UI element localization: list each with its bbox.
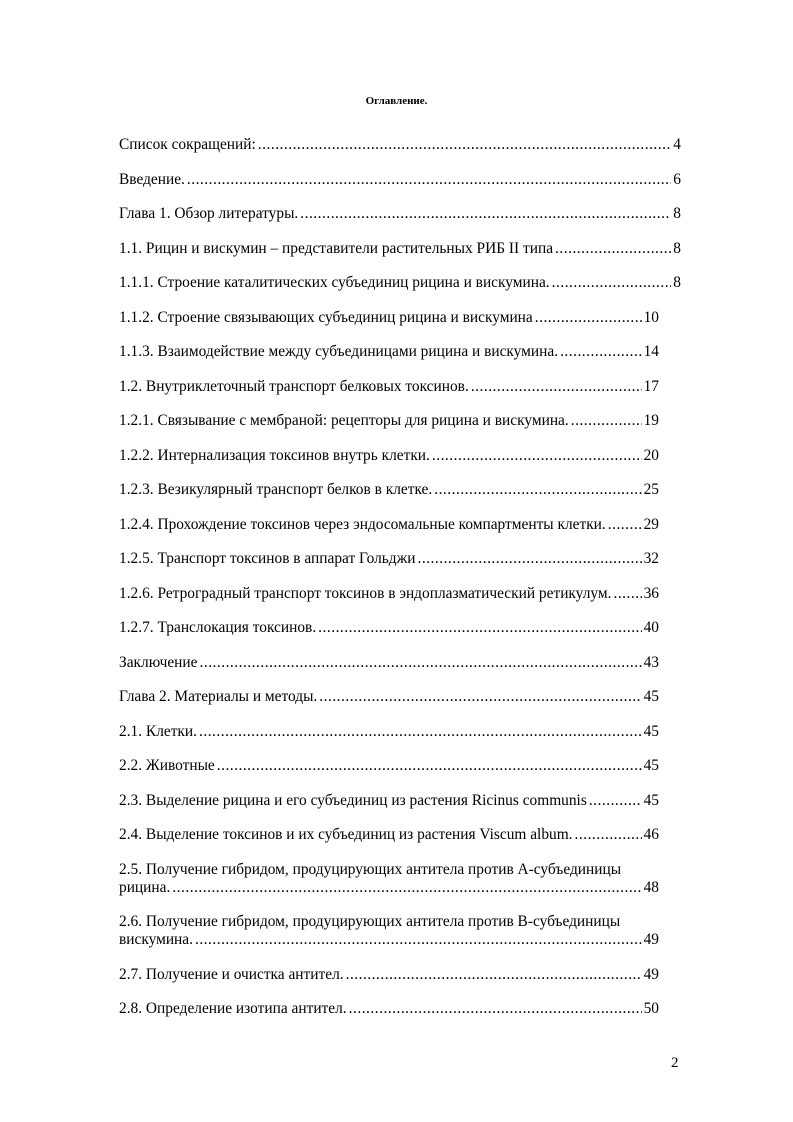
toc-entry-page: 19 bbox=[643, 412, 659, 429]
toc-entry-page: 45 bbox=[643, 688, 659, 705]
toc-leader-dots bbox=[199, 723, 642, 741]
toc-entry-page: 14 bbox=[643, 343, 659, 360]
toc-leader-dots bbox=[318, 619, 641, 637]
toc-entry-1-2-5[interactable] bbox=[119, 550, 681, 568]
toc-entry-label: 2.2. Животные bbox=[119, 757, 215, 774]
toc-leader-dots bbox=[571, 412, 642, 430]
toc-leader-dots bbox=[187, 171, 671, 189]
toc-leader-dots bbox=[258, 136, 672, 154]
toc-entry-page: 8 bbox=[673, 274, 681, 291]
toc-entry-2-8[interactable] bbox=[119, 1000, 681, 1018]
toc-title: Оглавление. bbox=[365, 95, 428, 107]
toc-leader-dots bbox=[300, 205, 671, 223]
toc-leader-dots bbox=[195, 931, 642, 949]
toc-leader-dots bbox=[575, 826, 642, 844]
toc-entry-label: Глава 1. Обзор литературы. bbox=[119, 205, 299, 222]
toc-entry-label: 1.2.4. Прохождение токсинов через эндосомальные компартменты клетки. bbox=[119, 515, 606, 533]
toc-entry-page: 49 bbox=[643, 965, 659, 983]
toc-entry-page: 45 bbox=[643, 791, 659, 809]
toc-leader-dots bbox=[349, 1000, 642, 1018]
toc-entry-2-3[interactable] bbox=[119, 792, 681, 810]
toc-entry-label: 1.2.2. Интернализация токсинов внутрь клетки. bbox=[119, 446, 430, 464]
toc-entry-introduction[interactable] bbox=[119, 171, 681, 189]
toc-entry-label: 2.1. Клетки. bbox=[119, 722, 197, 740]
toc-entry-page: 6 bbox=[673, 170, 681, 188]
toc-entry-page: 17 bbox=[643, 377, 659, 395]
toc-entry-abbreviations[interactable] bbox=[119, 136, 681, 154]
toc-entry-page: 29 bbox=[643, 515, 659, 533]
toc-entry-label: 1.2.5. Транспорт токсинов в аппарат Гольджи bbox=[119, 550, 416, 567]
toc-entry-label: 2.3. Выделение рицина и его субъединиц из растения Ricinus communis bbox=[119, 791, 587, 809]
toc-entry-page: 4 bbox=[673, 136, 681, 153]
toc-entry-1-1-1[interactable] bbox=[119, 274, 681, 292]
toc-entry-page: 50 bbox=[643, 1000, 659, 1017]
toc-entry-2-7[interactable] bbox=[119, 966, 681, 984]
toc-entry-label: 2.8. Определение изотипа антител. bbox=[119, 1000, 347, 1017]
toc-entry-label: 2.4. Выделение токсинов и их субъединиц из растения Viscum album. bbox=[119, 826, 573, 843]
toc-entry-label: Введение. bbox=[119, 170, 185, 188]
toc-entry-label-line2: рицина. bbox=[119, 878, 171, 896]
toc-entry-chapter-2[interactable] bbox=[119, 688, 681, 706]
toc-leader-dots bbox=[589, 792, 642, 810]
toc-leader-dots bbox=[200, 654, 642, 672]
toc-entry-1-1-2[interactable] bbox=[119, 309, 681, 327]
toc-entry-page: 25 bbox=[643, 481, 659, 498]
toc-entry-1-2-2[interactable] bbox=[119, 447, 681, 465]
toc-entry-2-6[interactable] bbox=[119, 913, 681, 949]
toc-entry-1-2-7[interactable] bbox=[119, 619, 681, 637]
toc-entry-conclusion[interactable] bbox=[119, 654, 681, 672]
toc-entry-page: 32 bbox=[643, 550, 659, 567]
toc-entry-page: 40 bbox=[643, 619, 659, 636]
toc-entry-label: 1.2. Внутриклеточный транспорт белковых токсинов. bbox=[119, 377, 469, 395]
toc-entry-chapter-1[interactable] bbox=[119, 205, 681, 223]
toc-entry-label: 1.1.1. Строение каталитических субъединиц рицина и вискумина. bbox=[119, 274, 550, 291]
toc-leader-dots bbox=[434, 481, 641, 499]
toc-entry-2-4[interactable] bbox=[119, 826, 681, 844]
toc-leader-dots bbox=[346, 966, 642, 984]
toc-entry-1-1-3[interactable] bbox=[119, 343, 681, 361]
toc-entry-page: 49 bbox=[643, 931, 659, 948]
toc-entry-page: 20 bbox=[643, 446, 659, 464]
toc-entry-label: 1.2.7. Транслокация токсинов. bbox=[119, 619, 317, 636]
toc-entry-label: Заключение bbox=[119, 653, 198, 671]
toc-leader-dots bbox=[552, 274, 672, 292]
toc-entry-page: 48 bbox=[643, 878, 659, 896]
toc-leader-dots bbox=[217, 757, 642, 775]
toc-entry-label: 1.2.6. Ретроградный транспорт токсинов в эндоплазматический ретикулум. bbox=[119, 584, 612, 602]
toc-entry-1-2-4[interactable] bbox=[119, 516, 681, 534]
toc-entry-page: 36 bbox=[643, 584, 659, 602]
toc-entry-label: 1.1. Рицин и вискумин – представители растительных РИБ II типа bbox=[119, 239, 554, 257]
toc-leader-dots bbox=[471, 378, 642, 396]
toc-entry-2-5[interactable] bbox=[119, 861, 681, 897]
toc-leader-dots bbox=[555, 240, 671, 258]
toc-entry-label: 2.7. Получение и очистка антител. bbox=[119, 965, 344, 983]
toc-entry-page: 46 bbox=[643, 826, 659, 843]
toc-entry-page: 8 bbox=[673, 205, 681, 222]
toc-entry-label-line2: вискумина. bbox=[119, 931, 193, 948]
toc-entry-2-2[interactable] bbox=[119, 757, 681, 775]
toc-entry-label-line1: 2.5. Получение гибридом, продуцирующих антитела против А-субъединицы bbox=[119, 860, 622, 878]
toc-entry-page: 43 bbox=[643, 653, 659, 671]
page-number: 2 bbox=[671, 1055, 679, 1071]
toc-entry-page: 10 bbox=[643, 308, 659, 326]
toc-leader-dots bbox=[560, 343, 642, 361]
toc-leader-dots bbox=[535, 309, 642, 327]
toc-leader-dots bbox=[319, 688, 641, 706]
toc-entry-label: 1.2.1. Связывание с мембраной: рецепторы для рицина и вискумина. bbox=[119, 412, 569, 429]
toc-entry-label: 1.2.3. Везикулярный транспорт белков в клетке. bbox=[119, 481, 433, 498]
toc-entry-label: Глава 2. Материалы и методы. bbox=[119, 688, 318, 705]
toc-leader-dots bbox=[608, 516, 642, 534]
table-of-contents bbox=[119, 136, 681, 1035]
toc-entry-1-2-6[interactable] bbox=[119, 585, 681, 603]
toc-leader-dots bbox=[432, 447, 642, 465]
toc-entry-label: Список сокращений: bbox=[119, 136, 256, 153]
toc-leader-dots bbox=[172, 879, 641, 897]
toc-entry-label: 1.1.3. Взаимодействие между субъединицами рицина и вискумина. bbox=[119, 343, 559, 360]
toc-entry-1-1[interactable] bbox=[119, 240, 681, 258]
toc-entry-1-2-3[interactable] bbox=[119, 481, 681, 499]
toc-leader-dots bbox=[418, 550, 642, 568]
toc-entry-1-2-1[interactable] bbox=[119, 412, 681, 430]
toc-entry-page: 8 bbox=[673, 239, 681, 257]
toc-entry-label: 1.1.2. Строение связывающих субъединиц рицина и вискумина bbox=[119, 308, 533, 326]
toc-entry-2-1[interactable] bbox=[119, 723, 681, 741]
toc-leader-dots bbox=[613, 585, 641, 603]
toc-entry-page: 45 bbox=[643, 722, 659, 740]
toc-entry-1-2[interactable] bbox=[119, 378, 681, 396]
toc-entry-label-line1: 2.6. Получение гибридом, продуцирующих антитела против В-субъединицы bbox=[119, 913, 621, 930]
toc-entry-page: 45 bbox=[643, 757, 659, 774]
